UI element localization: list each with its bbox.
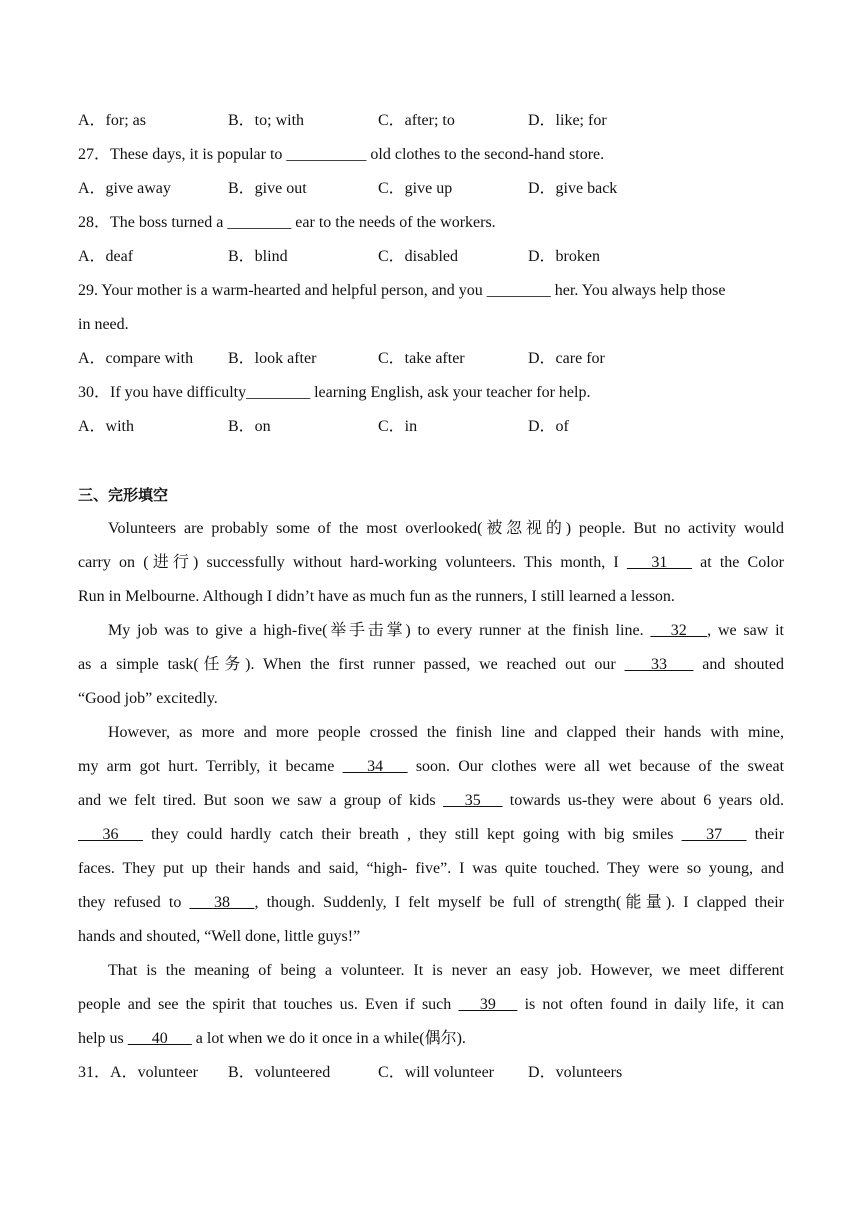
blank-35: 35	[442, 792, 503, 809]
option-c: C．in	[378, 418, 418, 435]
q30-options	[78, 410, 784, 444]
passage-text: , though. Suddenly, I felt myself be full of strength(能量). I clapped their	[254, 894, 784, 911]
passage-text: My job was to give a high-five(举手击掌) to every runner at the finish line.	[108, 622, 651, 639]
q29-stem-line1: 29. Your mother is a warm-hearted and helpful person, and you ________ her. You always help those	[78, 282, 726, 299]
passage-line	[78, 818, 784, 852]
q28-stem: 28．The boss turned a ________ ear to the needs of the workers.	[78, 214, 496, 231]
option-a: A．compare with	[78, 350, 194, 367]
blank-37: 37	[681, 826, 747, 843]
option-c: C．after; to	[378, 112, 455, 129]
option-a: A．with	[78, 418, 135, 435]
passage-text: and we felt tired. But soon we saw a group of kids	[78, 792, 443, 809]
passage-line: Run in Melbourne. Although I didn’t have as much fun as the runners, I still learned a lesson.	[78, 588, 675, 605]
passage-text: and shouted	[693, 656, 785, 673]
blank-34: 34	[342, 758, 408, 775]
blank-39: 39	[458, 996, 518, 1013]
passage-line: “Good job” excitedly.	[78, 690, 218, 707]
option-a: A．volunteer	[110, 1064, 198, 1081]
option-a: A．for; as	[78, 112, 146, 129]
passage-text: people and see the spirit that touches us. Even if such	[78, 996, 459, 1013]
option-a: A．deaf	[78, 248, 134, 265]
blank-31: 31	[626, 554, 692, 571]
passage-line: Volunteers are probably some of the most overlooked(被忽视的) people. But no activity would	[108, 520, 784, 537]
passage-line	[78, 886, 784, 920]
q30-stem: 30．If you have difficulty________ learning English, ask your teacher for help.	[78, 384, 591, 401]
passage-text: , we saw it	[707, 622, 784, 639]
option-d: D．give back	[528, 180, 618, 197]
passage-line: That is the meaning of being a volunteer. It is never an easy job. However, we meet different	[108, 962, 784, 979]
passage-line	[78, 614, 784, 648]
q29-stem-line2: in need.	[78, 316, 129, 333]
q27-stem: 27．These days, it is popular to __________ old clothes to the second-hand store.	[78, 146, 605, 163]
q27-options	[78, 172, 784, 206]
option-d: D．care for	[528, 350, 605, 367]
option-c: C．disabled	[378, 248, 458, 265]
passage-line	[78, 750, 784, 784]
passage-text: they could hardly catch their breath , they still kept going with big smiles	[142, 826, 682, 843]
option-b: B．give out	[228, 180, 307, 197]
passage-line	[78, 988, 784, 1022]
option-d: D．of	[528, 418, 569, 435]
section-title: 三、完形填空	[78, 486, 169, 504]
passage-line	[78, 648, 784, 682]
option-b: B．look after	[228, 350, 317, 367]
blank-32: 32	[650, 622, 708, 639]
passage-text: their	[746, 826, 785, 843]
option-b: B．blind	[228, 248, 288, 265]
blank-38: 38	[189, 894, 255, 911]
blank-33: 33	[624, 656, 694, 673]
option-d: D．like; for	[528, 112, 607, 129]
passage-text: towards us-they were about 6 years old.	[502, 792, 784, 809]
option-c: C．give up	[378, 180, 453, 197]
passage-text: a lot when we do it once in a while(偶尔).	[191, 1030, 466, 1047]
passage-line	[78, 1022, 784, 1056]
passage-line: faces. They put up their hands and said, “high- five”. I was quite touched. They were so young, and	[78, 860, 784, 877]
q31-options	[78, 1056, 784, 1090]
blank-40: 40	[127, 1030, 192, 1047]
option-a: A．give away	[78, 180, 171, 197]
passage-text: at the Color	[691, 554, 784, 571]
worksheet-page	[78, 104, 784, 1090]
q29-options	[78, 342, 784, 376]
q26-options	[78, 104, 784, 138]
option-b: B．to; with	[228, 112, 305, 129]
spacer	[78, 444, 784, 478]
option-c: C．will volunteer	[378, 1064, 495, 1081]
cloze-passage	[78, 512, 784, 1056]
passage-line	[78, 546, 784, 580]
question-number: 31．	[78, 1064, 111, 1081]
passage-line	[78, 784, 784, 818]
option-b: B．on	[228, 418, 271, 435]
passage-text: help us	[78, 1030, 128, 1047]
option-d: D．broken	[528, 248, 600, 265]
passage-text: carry on (进行) successfully without hard-working volunteers. This month, I	[78, 554, 627, 571]
passage-text: is not often found in daily life, it can	[517, 996, 785, 1013]
passage-text: soon. Our clothes were all wet because of the sweat	[407, 758, 785, 775]
passage-text: my arm got hurt. Terribly, it became	[78, 758, 343, 775]
passage-text: as a simple task(任务). When the first runner passed, we reached out our	[78, 656, 625, 673]
option-d: D．volunteers	[528, 1064, 623, 1081]
blank-36: 36	[78, 826, 143, 843]
passage-line: However, as more and more people crossed the finish line and clapped their hands with mine,	[108, 724, 784, 741]
q28-options	[78, 240, 784, 274]
option-b: B．volunteered	[228, 1064, 331, 1081]
passage-line: hands and shouted, “Well done, little guys!”	[78, 928, 361, 945]
option-c: C．take after	[378, 350, 465, 367]
passage-text: they refused to	[78, 894, 190, 911]
